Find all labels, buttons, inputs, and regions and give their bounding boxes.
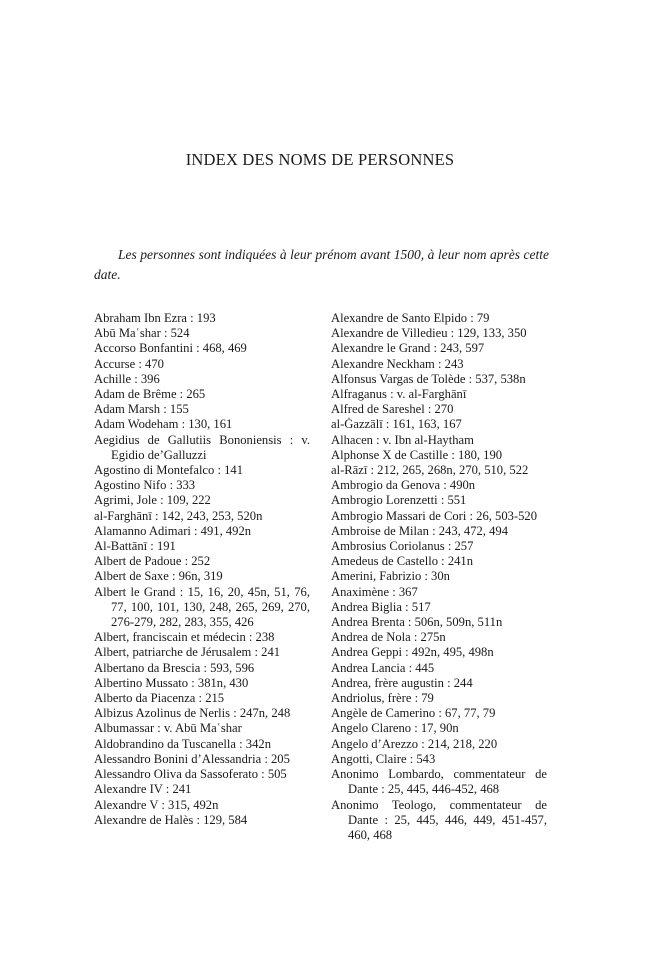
index-entry: Amerini, Fabrizio : 30n (331, 569, 450, 584)
index-entry: Abraham Ibn Ezra : 193 (94, 311, 216, 325)
index-entry: Ambrogio Massari de Cori : 26, 503-520 (331, 508, 538, 523)
index-entry: Andrea Lancia : 445 (331, 660, 435, 675)
index-entry: Alessandro Oliva da Sassoferato : 505 (94, 767, 287, 782)
index-entry: Angotti, Claire : 543 (331, 751, 436, 766)
index-entry: al-Farghānī : 142, 243, 253, 520n (94, 508, 263, 523)
index-entry: Alessandro Bonini d’Alessandria : 205 (94, 751, 290, 766)
index-entry: Angelo Clareno : 17, 90n (331, 721, 459, 736)
index-entry: Adam de Brême : 265 (94, 387, 206, 402)
index-entry: Ambrosius Coriolanus : 257 (331, 539, 474, 554)
index-entry: Albertano da Brescia : 593, 596 (94, 660, 255, 675)
page-title: INDEX DES NOMS DE PERSONNES (185, 150, 455, 169)
index-entry: Alexandre IV : 241 (94, 782, 192, 797)
index-entry: Andrea de Nola : 275n (331, 630, 446, 645)
index-entry: Albert, patriarche de Jérusalem : 241 (94, 645, 281, 660)
index-entry: Agostino Nifo : 333 (94, 478, 196, 493)
index-entry: Achille : 396 (94, 371, 160, 386)
index-entry: Alexandre Neckham : 243 (331, 356, 464, 371)
index-entry: Alamanno Adimari : 491, 492n (94, 523, 252, 538)
index-entry: Albert le Grand : 15, 16, 20, 45n, 51, 76, 77, 100, 101, 130, 248, 265, 269, 270, 276-279, 282, 283, 355, 426 (94, 584, 310, 630)
index-entry: Andrea Geppi : 492n, 495, 498n (331, 645, 494, 660)
index-entry: Alexandre le Grand : 243, 597 (331, 341, 485, 356)
index-entry: Albert de Padoue : 252 (94, 554, 211, 569)
index-entry: al-Rāzī : 212, 265, 268n, 270, 510, 522 (331, 463, 529, 478)
index-entry: Angelo d’Arezzo : 214, 218, 220 (331, 736, 498, 751)
index-entry: Adam Wodeham : 130, 161 (94, 417, 233, 432)
index-entry: Alexandre de Santo Elpido : 79 (331, 311, 490, 325)
index-entry: Aegidius de Gallutiis Bononiensis : v. Egidio de’Galluzzi (94, 432, 310, 462)
index-entry: Ambrogio da Genova : 490n (331, 478, 476, 493)
index-entry: Ambroise de Milan : 243, 472, 494 (331, 523, 508, 538)
index-entry: Albert de Saxe : 96n, 319 (94, 569, 223, 584)
index-entry: Alberto da Piacenza : 215 (94, 691, 225, 706)
index-entry: Alphonse X de Castille : 180, 190 (331, 447, 503, 462)
index-entry: Accorso Bonfantini : 468, 469 (94, 341, 247, 356)
index-entry: Angèle de Camerino : 67, 77, 79 (331, 706, 496, 721)
index-entry: Andrea, frère augustin : 244 (331, 675, 473, 690)
index-entry: Alexandre V : 315, 492n (94, 797, 219, 812)
index-entry: Abū Maʿshar : 524 (94, 326, 190, 341)
index-entry: Amedeus de Castello : 241n (331, 554, 474, 569)
index-entry: Anonimo Lombardo, commentateur de Dante : 25, 445, 446-452, 468 (331, 767, 547, 797)
index-entry: Albumassar : v. Abū Maʿshar (94, 721, 242, 736)
intro-paragraph: Les personnes sont indiquées à leur prénom avant 1500, à leur nom après cette date. (94, 247, 549, 282)
index-entry: Albizus Azolinus de Nerlis : 247n, 248 (94, 706, 291, 721)
index-column-left (94, 311, 310, 828)
index-entry: Albertino Mussato : 381n, 430 (94, 675, 249, 690)
index-entry: Andrea Biglia : 517 (331, 599, 431, 614)
index-entry: Andriolus, frère : 79 (331, 691, 434, 706)
index-entry: Andrea Brenta : 506n, 509n, 511n (331, 615, 503, 630)
index-entry: Adam Marsh : 155 (94, 402, 189, 417)
index-entry: Agostino di Montefalco : 141 (94, 463, 244, 478)
index-entry: Anonimo Teologo, commentateur de Dante : 25, 445, 446, 449, 451-457, 460, 468 (331, 797, 547, 842)
index-entry: Al-Battānī : 191 (94, 539, 176, 554)
index-entry: Agrimi, Jole : 109, 222 (94, 493, 211, 508)
index-entry: Alhacen : v. Ibn al-Haytham (331, 432, 474, 447)
index-entry: Alfraganus : v. al-Farghānī (331, 387, 467, 402)
index-entry: Alexandre de Villedieu : 129, 133, 350 (331, 326, 527, 341)
index-entry: Alfonsus Vargas de Tolède : 537, 538n (331, 371, 526, 386)
index-entry: Aldobrandino da Tuscanella : 342n (94, 736, 271, 751)
index-entry: Accurse : 470 (94, 356, 164, 371)
index-entry: Ambrogio Lorenzetti : 551 (331, 493, 467, 508)
index-entry: al-Ġazzālī : 161, 163, 167 (331, 417, 462, 432)
index-column-right (331, 311, 547, 843)
index-entry: Anaximène : 367 (331, 584, 418, 599)
index-entry: Albert, franciscain et médecin : 238 (94, 630, 275, 645)
index-entry: Alexandre de Halès : 129, 584 (94, 812, 248, 827)
index-entry: Alfred de Sareshel : 270 (331, 402, 454, 417)
